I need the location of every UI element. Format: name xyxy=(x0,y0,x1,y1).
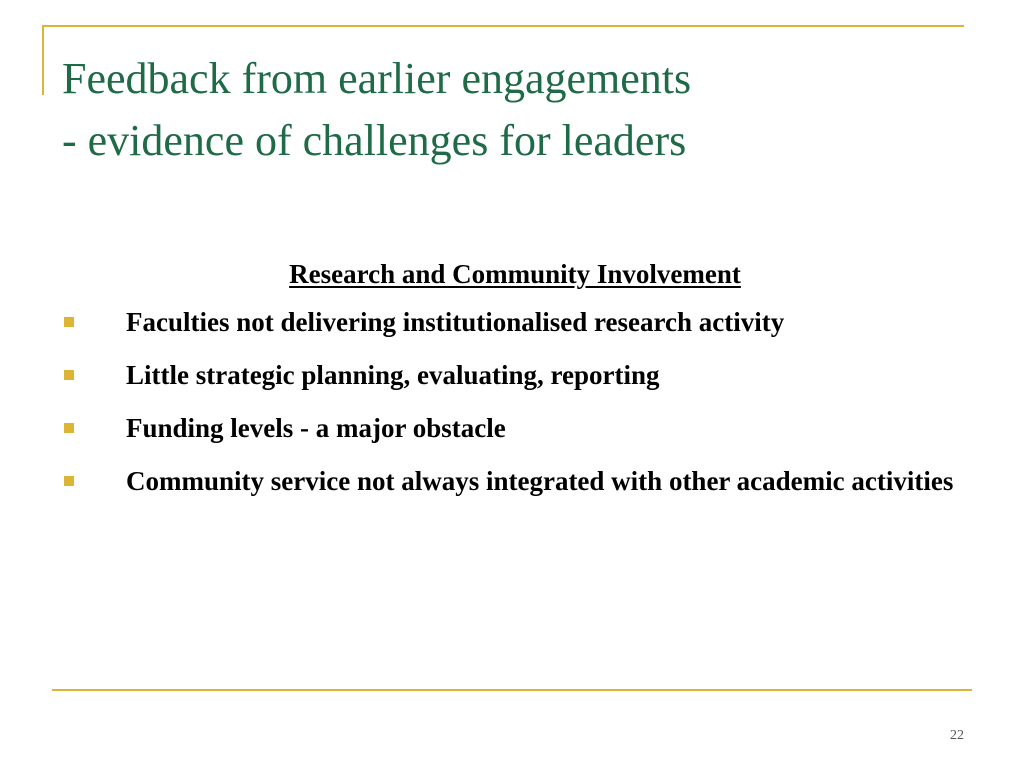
title-line-2: - evidence of challenges for leaders xyxy=(62,116,687,165)
square-bullet-icon xyxy=(64,476,74,486)
bullet-text: Funding levels - a major obstacle xyxy=(126,413,506,443)
bullet-text: Community service not always integrated with other academic activities xyxy=(126,466,954,496)
square-bullet-icon xyxy=(64,370,74,380)
left-rule xyxy=(42,25,44,95)
bullet-item xyxy=(0,406,956,450)
bullet-item xyxy=(0,459,956,503)
bullet-item xyxy=(0,300,956,344)
title-line-1: Feedback from earlier engagements xyxy=(62,54,692,103)
square-bullet-icon xyxy=(64,423,74,433)
bottom-rule xyxy=(52,689,972,691)
top-rule xyxy=(42,25,964,27)
slide-body xyxy=(0,252,1024,512)
bullet-item xyxy=(0,353,956,397)
bullet-list xyxy=(0,300,1024,503)
slide-title xyxy=(62,48,1002,172)
page-number: 22 xyxy=(950,728,964,743)
square-bullet-icon xyxy=(64,317,74,327)
bullet-text: Little strategic planning, evaluating, reporting xyxy=(126,360,660,390)
bullet-text: Faculties not delivering institutionalised research activity xyxy=(126,307,785,337)
section-subheading: Research and Community Involvement xyxy=(289,259,741,289)
